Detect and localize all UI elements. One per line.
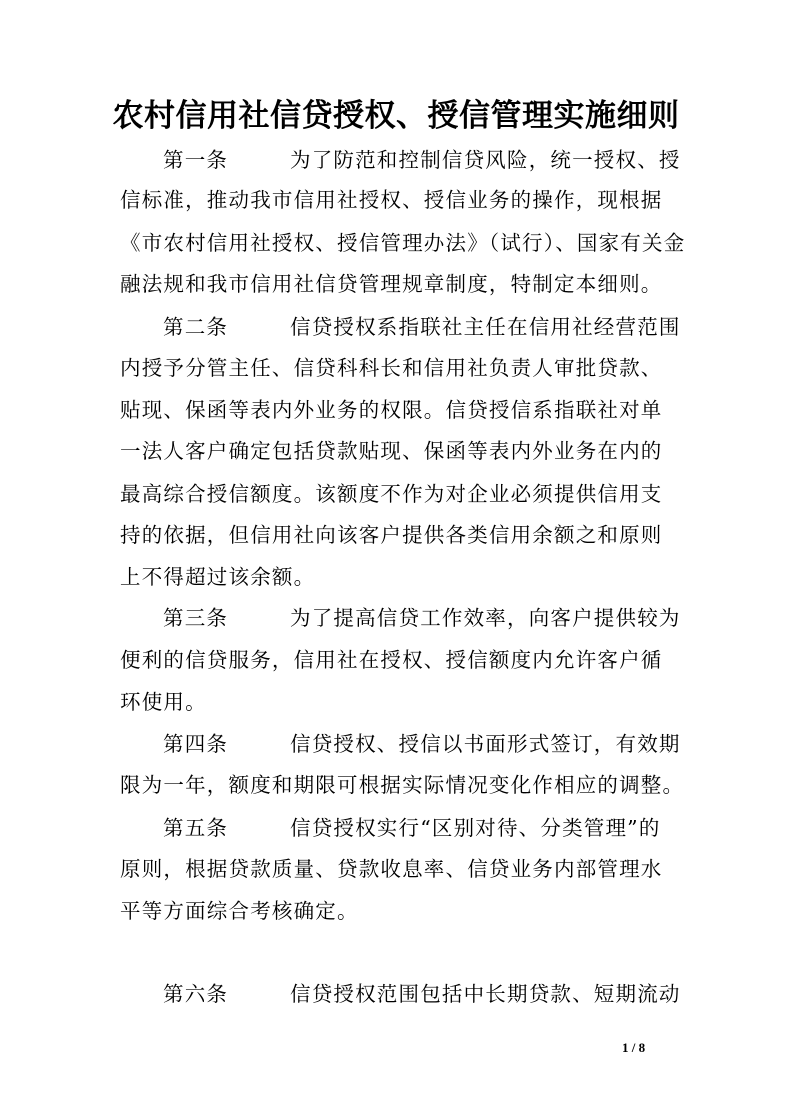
article-6-line-1: 信贷授权范围包括中长期贷款、短期流动 xyxy=(290,982,681,1006)
article-3-line-3: 环使用。 xyxy=(120,690,207,714)
article-5-heading: 第五条 xyxy=(163,816,229,840)
article-3-first-line xyxy=(163,604,681,632)
article-5-line-2: 原则，根据贷款质量、贷款收息率、信贷业务内部管理水 xyxy=(120,857,663,881)
document-title: 农村信用社信贷授权、授信管理实施细则 xyxy=(112,98,680,134)
article-1-first-line xyxy=(163,146,681,174)
article-4-line-2: 限为一年，额度和期限可根据实际情况变化作相应的调整。 xyxy=(120,773,685,797)
article-2-first-line xyxy=(163,313,681,341)
article-1-line-3: 《市农村信用社授权、授信管理办法》（试行）、国家有关金 xyxy=(120,231,686,255)
article-1-heading: 第一条 xyxy=(163,148,229,172)
article-1-line-1: 为了防范和控制信贷风险，统一授权、授 xyxy=(290,148,681,172)
article-2-line-6: 持的依据，但信用社向该客户提供各类信用余额之和原则 xyxy=(120,523,663,547)
article-4-heading: 第四条 xyxy=(163,732,229,756)
article-1-line-4: 融法规和我市信用社信贷管理规章制度，特制定本细则。 xyxy=(120,272,663,296)
article-6-heading: 第六条 xyxy=(163,982,229,1006)
article-5-line-3: 平等方面综合考核确定。 xyxy=(120,899,359,923)
page-indicator: 1 / 8 xyxy=(622,1040,646,1055)
article-5-line-1: 信贷授权实行“区别对待、分类管理”的 xyxy=(290,816,661,840)
article-5-first-line xyxy=(163,814,661,842)
article-2-line-7: 上不得超过该余额。 xyxy=(120,565,316,589)
article-2-line-2: 内授予分管主任、信贷科科长和信用社负责人审批贷款、 xyxy=(120,356,663,380)
article-3-line-2: 便利的信贷服务，信用社在授权、授信额度内允许客户循 xyxy=(120,648,663,672)
article-2-heading: 第二条 xyxy=(163,315,229,339)
article-1-line-2: 信标准，推动我市信用社授权、授信业务的操作，现根据 xyxy=(120,188,663,212)
article-6-first-line xyxy=(163,980,681,1008)
article-2-line-5: 最高综合授信额度。该额度不作为对企业必须提供信用支 xyxy=(120,482,663,506)
article-3-heading: 第三条 xyxy=(163,606,229,630)
article-4-first-line xyxy=(163,730,681,758)
article-2-line-4: 一法人客户确定包括贷款贴现、保函等表内外业务在内的 xyxy=(120,439,663,463)
article-2-line-3: 贴现、保函等表内外业务的权限。信贷授信系指联社对单 xyxy=(120,398,663,422)
article-3-line-1: 为了提高信贷工作效率，向客户提供较为 xyxy=(290,606,681,630)
article-4-line-1: 信贷授权、授信以书面形式签订，有效期 xyxy=(290,732,681,756)
article-2-line-1: 信贷授权系指联社主任在信用社经营范围 xyxy=(290,315,681,339)
